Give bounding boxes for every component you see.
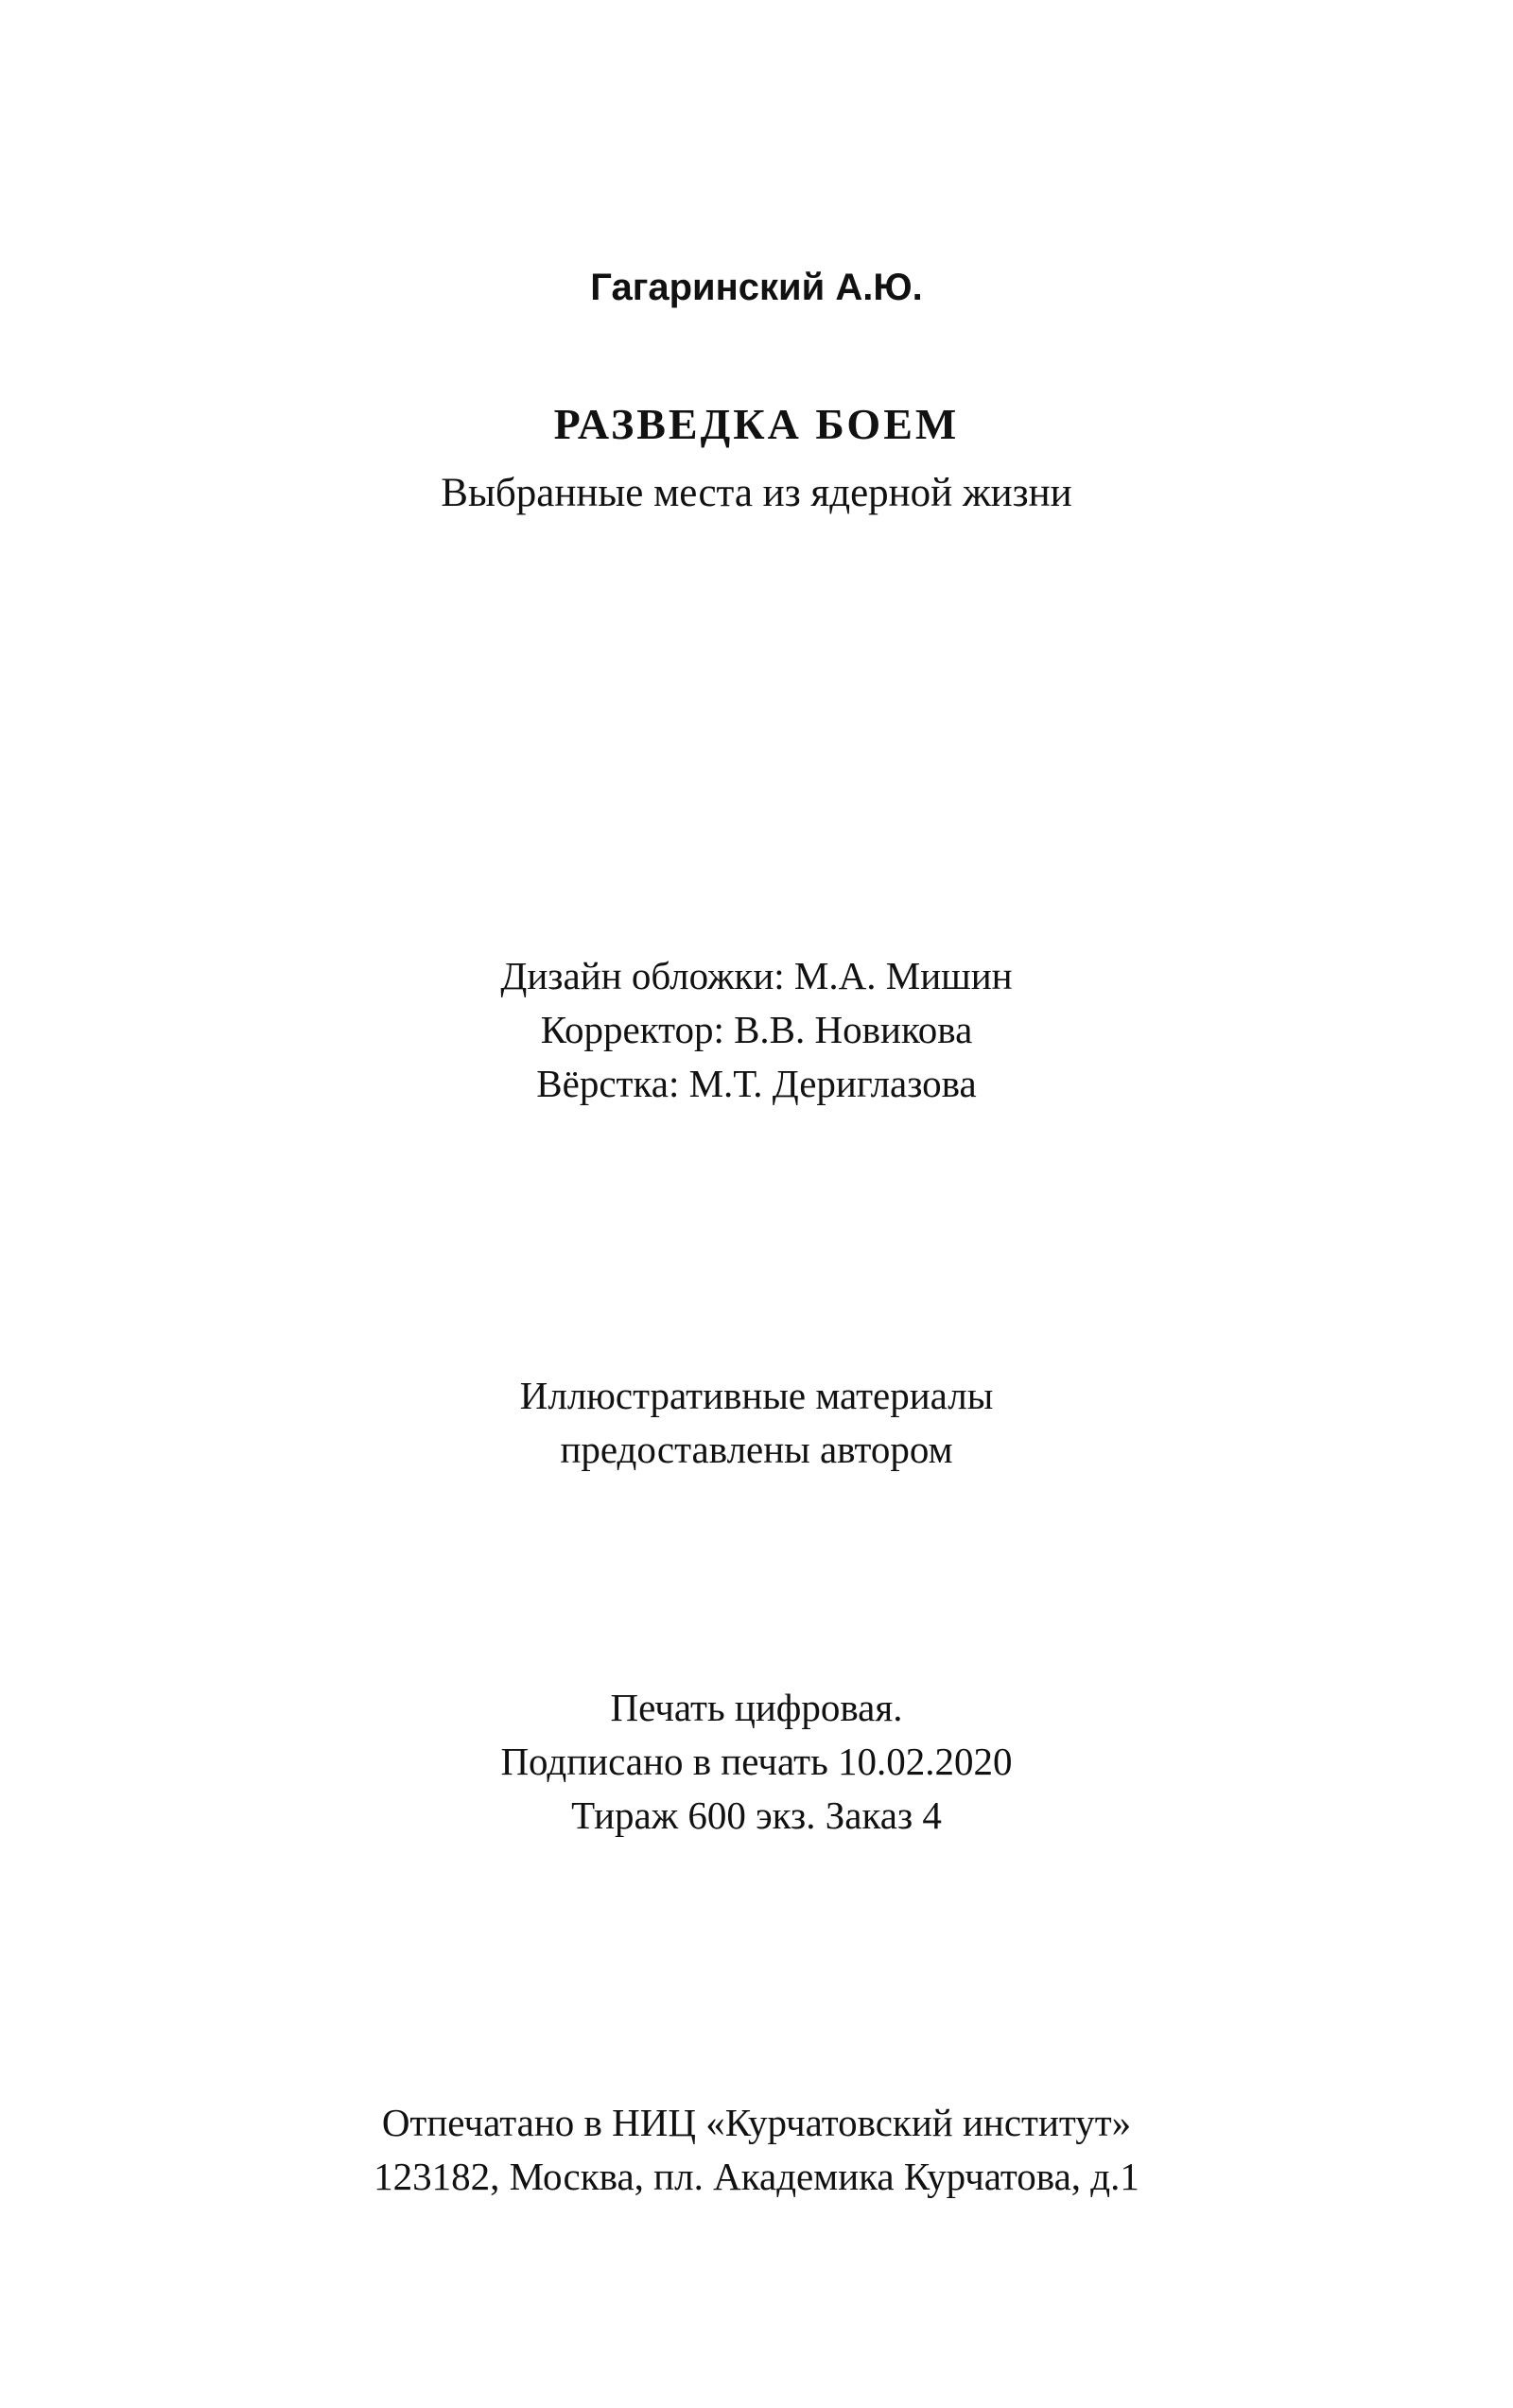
credit-proofreader: Корректор: В.В. Новикова [540, 1008, 973, 1051]
printer-name: Отпечатано в НИЦ «Курчатовский институт» [381, 2101, 1132, 2144]
credit-cover-design: Дизайн обложки: М.А. Мишин [500, 954, 1013, 997]
book-subtitle: Выбранные места из ядерной жизни [441, 471, 1072, 515]
print-run-order: Тираж 600 экз. Заказ 4 [571, 1793, 942, 1837]
printer-address: 123182, Москва, пл. Академика Курчатова, д.1 [374, 2155, 1139, 2198]
author-name: Гагаринский А.Ю. [590, 267, 923, 308]
print-signed-date: Подписано в печать 10.02.2020 [500, 1740, 1013, 1783]
illustrations-note-line: Иллюстративные материалы [519, 1374, 994, 1417]
book-title: РАЗВЕДКА БОЕМ [553, 400, 960, 448]
illustrations-note-line: предоставлены автором [560, 1428, 953, 1471]
credit-layout: Вёрстка: М.Т. Дериглазова [536, 1062, 977, 1105]
print-type: Печать цифровая. [610, 1686, 903, 1729]
